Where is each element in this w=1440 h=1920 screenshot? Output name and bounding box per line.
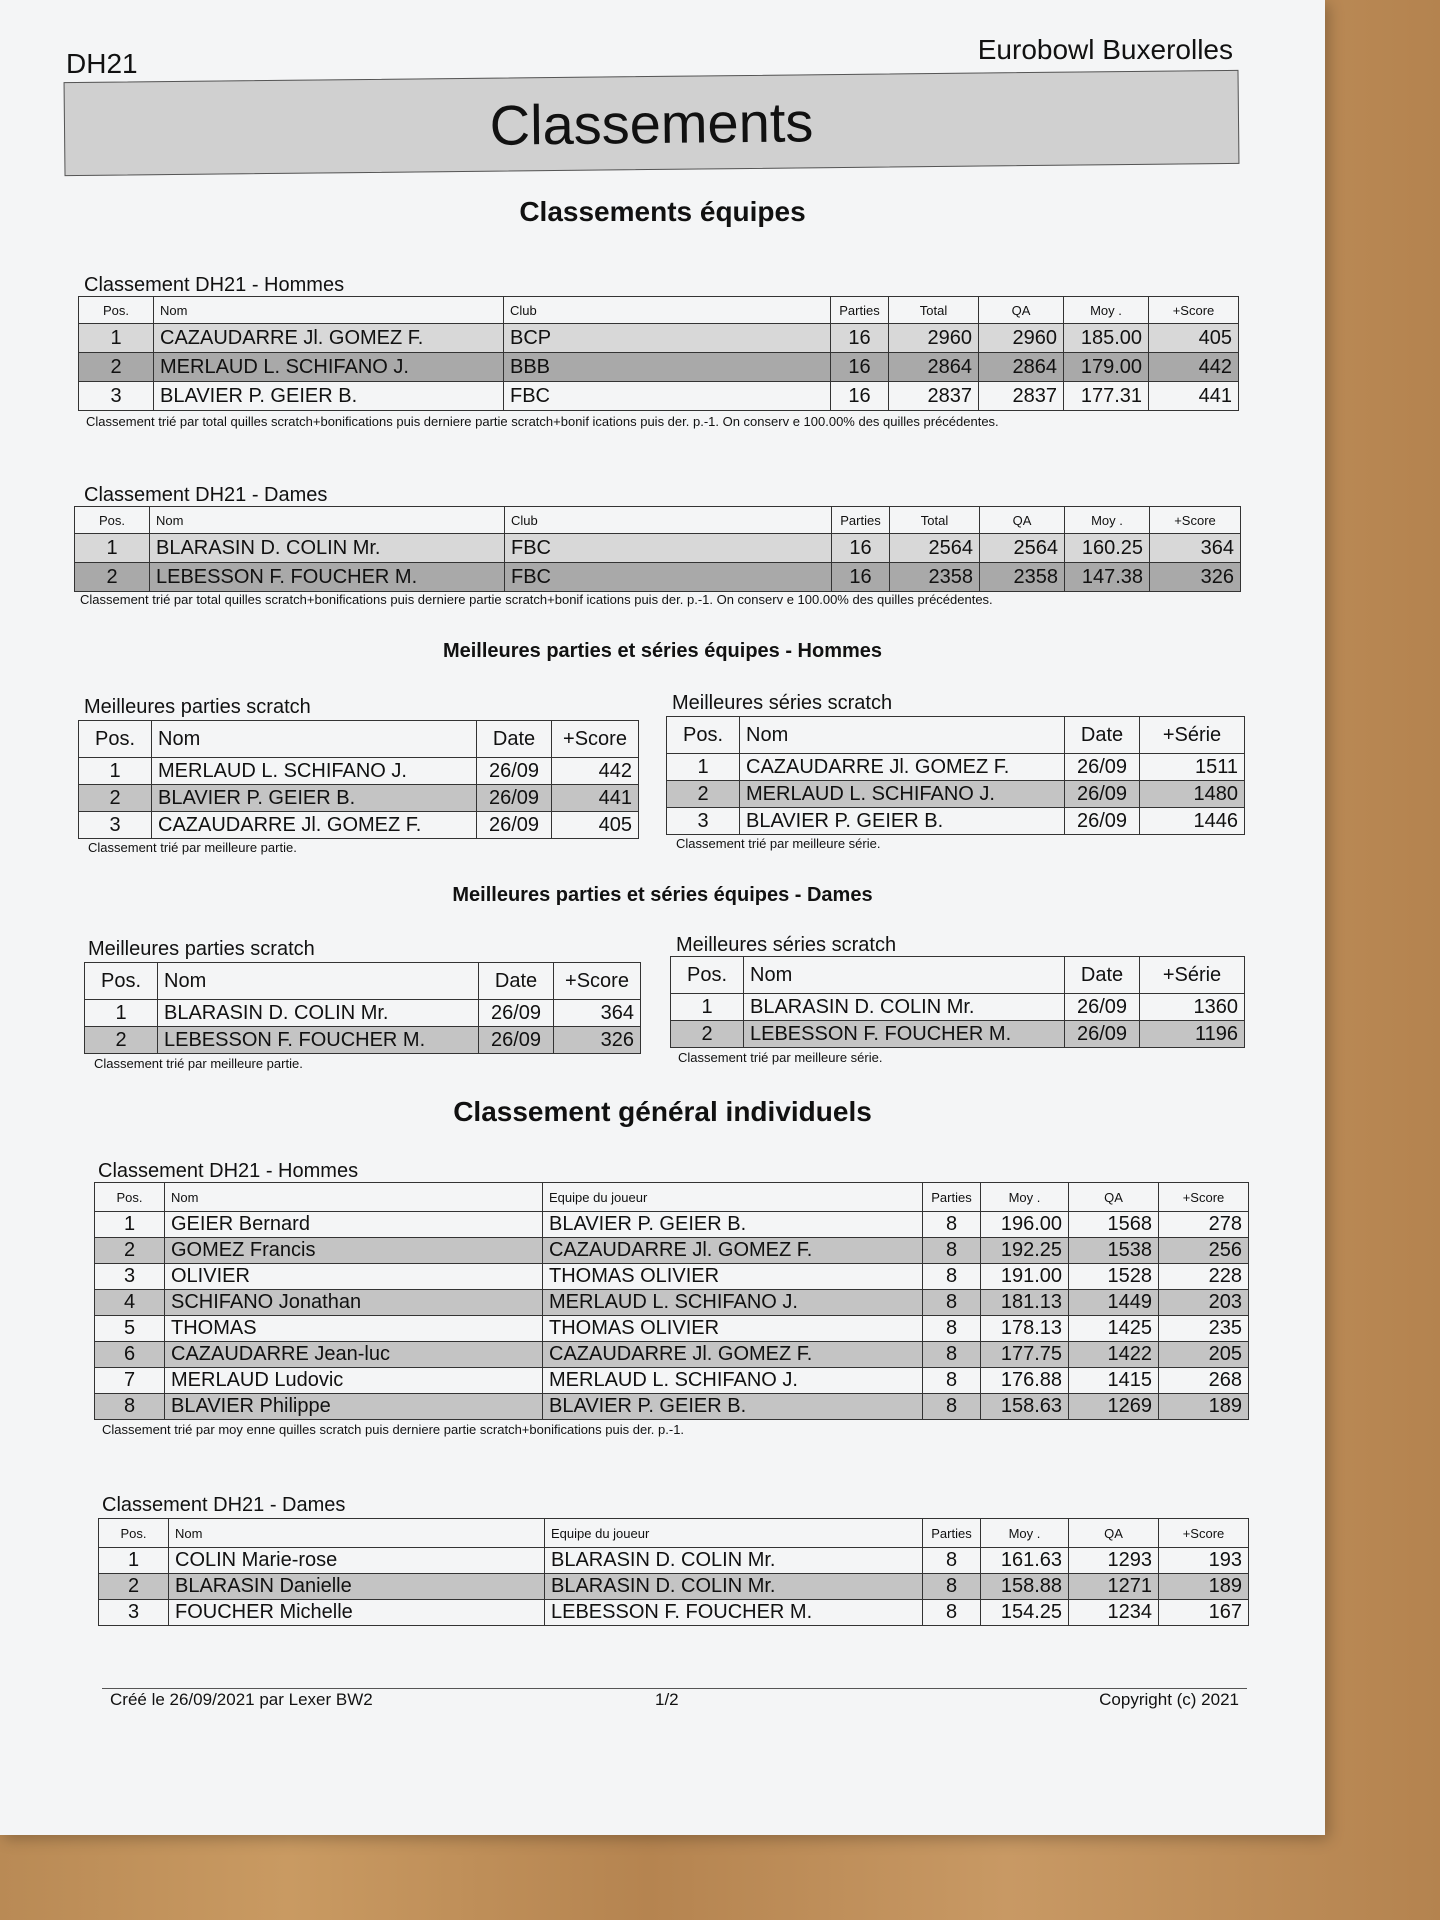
cell: 196.00 [981, 1212, 1069, 1238]
cell: 3 [79, 812, 152, 839]
table-note: Classement trié par meilleure partie. [94, 1056, 303, 1071]
cell: 26/09 [1065, 754, 1140, 781]
best-women-title: Meilleures parties et séries équipes - Dames [452, 884, 873, 906]
ind-women-table [98, 1518, 1249, 1626]
created-label: Créé le 26/09/2021 par Lexer BW2 [110, 1690, 373, 1709]
cell: 228 [1159, 1264, 1249, 1290]
cell: 1 [79, 758, 152, 785]
col-header: Moy . [1064, 297, 1149, 324]
best-men-series-table [666, 716, 1245, 835]
cell: 2 [79, 785, 152, 812]
cell: 7 [95, 1368, 165, 1394]
cell: 8 [923, 1394, 981, 1420]
col-header: Nom [154, 297, 504, 324]
cell: 8 [923, 1264, 981, 1290]
cell: THOMAS OLIVIER [543, 1264, 923, 1290]
cell: 203 [1159, 1290, 1249, 1316]
cell: 8 [95, 1394, 165, 1420]
individual-section-title: Classement général individuels [453, 1096, 872, 1127]
cell: BLARASIN D. COLIN Mr. [150, 534, 505, 563]
cell: 191.00 [981, 1264, 1069, 1290]
cell: 193 [1159, 1548, 1249, 1574]
col-header: Parties [923, 1183, 981, 1212]
cell: 405 [552, 812, 639, 839]
cell: 2864 [889, 353, 979, 382]
col-header: +Série [1140, 717, 1245, 754]
cell: 442 [1149, 353, 1239, 382]
cell: 2837 [889, 382, 979, 411]
col-header: Nom [152, 721, 477, 758]
cell: 26/09 [477, 812, 552, 839]
table-note: Classement trié par meilleure série. [678, 1050, 883, 1065]
team-men-caption: Classement DH21 - Hommes [84, 274, 345, 296]
col-header: Pos. [79, 297, 154, 324]
cell: 178.13 [981, 1316, 1069, 1342]
cell: 16 [832, 563, 890, 592]
page-number: 1/2 [655, 1690, 679, 1709]
cell: 26/09 [1065, 808, 1140, 835]
cell: 8 [923, 1368, 981, 1394]
col-header: QA [979, 297, 1064, 324]
cell: 2960 [979, 324, 1064, 353]
col-header: Pos. [99, 1519, 169, 1548]
table-note: Classement trié par meilleure série. [676, 836, 881, 851]
cell: 189 [1159, 1574, 1249, 1600]
col-header: Parties [923, 1519, 981, 1548]
cell: 405 [1149, 324, 1239, 353]
table-row [79, 324, 1239, 353]
cell: 189 [1159, 1394, 1249, 1420]
cell: BLARASIN Danielle [169, 1574, 545, 1600]
cell: 8 [923, 1342, 981, 1368]
cell: 1422 [1069, 1342, 1159, 1368]
col-header: Club [505, 507, 832, 534]
cell: 26/09 [479, 1027, 554, 1054]
col-header: Parties [831, 297, 889, 324]
col-header: +Score [1159, 1183, 1249, 1212]
col-header: Equipe du joueur [543, 1183, 923, 1212]
cell: CAZAUDARRE Jean-luc [165, 1342, 543, 1368]
col-header: Total [890, 507, 980, 534]
cell: 326 [554, 1027, 641, 1054]
col-header: Moy . [1065, 507, 1150, 534]
cell: SCHIFANO Jonathan [165, 1290, 543, 1316]
cell: 26/09 [477, 785, 552, 812]
team-men-table [78, 296, 1239, 411]
division-label: DH21 [66, 48, 138, 79]
cell: 3 [99, 1600, 169, 1626]
cell: 181.13 [981, 1290, 1069, 1316]
cell: 1 [667, 754, 740, 781]
cell: BLAVIER P. GEIER B. [152, 785, 477, 812]
cell: FBC [504, 382, 831, 411]
best-women-games-caption: Meilleures parties scratch [88, 938, 315, 960]
table-row [95, 1394, 1249, 1420]
ind-women-caption: Classement DH21 - Dames [102, 1494, 346, 1516]
cell: BLARASIN D. COLIN Mr. [545, 1548, 923, 1574]
cell: 6 [95, 1342, 165, 1368]
cell: GOMEZ Francis [165, 1238, 543, 1264]
copyright-label: Copyright (c) 2021 [1099, 1690, 1239, 1709]
cell: 2 [75, 563, 150, 592]
cell: BLAVIER Philippe [165, 1394, 543, 1420]
cell: COLIN Marie-rose [169, 1548, 545, 1574]
cell: 5 [95, 1316, 165, 1342]
table-row [85, 1027, 641, 1054]
cell: 26/09 [1065, 994, 1140, 1021]
col-header: Nom [150, 507, 505, 534]
cell: 26/09 [477, 758, 552, 785]
cell: BCP [504, 324, 831, 353]
cell: 8 [923, 1574, 981, 1600]
cell: LEBESSON F. FOUCHER M. [150, 563, 505, 592]
col-header: +Score [1150, 507, 1241, 534]
table-row [671, 994, 1245, 1021]
cell: 256 [1159, 1238, 1249, 1264]
cell: 441 [552, 785, 639, 812]
best-men-title: Meilleures parties et séries équipes - Hommes [442, 640, 883, 662]
table-row [85, 1000, 641, 1027]
table-note: Classement trié par meilleure partie. [88, 840, 297, 855]
col-header: Pos. [95, 1183, 165, 1212]
ind-men-table [94, 1182, 1249, 1420]
table-row [671, 1021, 1245, 1048]
best-men-games-table [78, 720, 639, 839]
cell: MERLAUD L. SCHIFANO J. [543, 1290, 923, 1316]
cell: 158.88 [981, 1574, 1069, 1600]
cell: 2358 [980, 563, 1065, 592]
col-header: Total [889, 297, 979, 324]
table-row [79, 812, 639, 839]
table-row [99, 1600, 1249, 1626]
cell: 2 [99, 1574, 169, 1600]
table-row [95, 1290, 1249, 1316]
cell: 16 [831, 353, 889, 382]
cell: 326 [1150, 563, 1241, 592]
cell: 2960 [889, 324, 979, 353]
cell: CAZAUDARRE Jl. GOMEZ F. [740, 754, 1065, 781]
col-header: Pos. [85, 963, 158, 1000]
cell: 364 [1150, 534, 1241, 563]
cell: CAZAUDARRE Jl. GOMEZ F. [543, 1238, 923, 1264]
col-header: +Score [554, 963, 641, 1000]
col-header: Pos. [75, 507, 150, 534]
cell: 1528 [1069, 1264, 1159, 1290]
cell: MERLAUD L. SCHIFANO J. [154, 353, 504, 382]
cell: 8 [923, 1548, 981, 1574]
cell: BBB [504, 353, 831, 382]
cell: 16 [831, 324, 889, 353]
cell: 185.00 [1064, 324, 1149, 353]
col-header: Date [479, 963, 554, 1000]
cell: 2864 [979, 353, 1064, 382]
cell: 1269 [1069, 1394, 1159, 1420]
cell: 1271 [1069, 1574, 1159, 1600]
col-header: QA [1069, 1519, 1159, 1548]
cell: BLARASIN D. COLIN Mr. [545, 1574, 923, 1600]
ind-men-caption: Classement DH21 - Hommes [98, 1160, 359, 1182]
cell: 8 [923, 1238, 981, 1264]
cell: 26/09 [1065, 1021, 1140, 1048]
table-note: Classement trié par total quilles scratch+bonifications puis derniere partie scratch+bonif ications puis der. p.-1. On conserv e 100.00% des quilles précédentes. [86, 414, 999, 429]
cell: 2358 [890, 563, 980, 592]
table-row [95, 1342, 1249, 1368]
cell: 26/09 [479, 1000, 554, 1027]
cell: 1446 [1140, 808, 1245, 835]
team-section-title: Classements équipes [519, 196, 806, 227]
cell: 4 [95, 1290, 165, 1316]
cell: 161.63 [981, 1548, 1069, 1574]
cell: 2 [95, 1238, 165, 1264]
cell: THOMAS OLIVIER [543, 1316, 923, 1342]
cell: 179.00 [1064, 353, 1149, 382]
cell: OLIVIER [165, 1264, 543, 1290]
cell: 1568 [1069, 1212, 1159, 1238]
table-row [95, 1212, 1249, 1238]
cell: 278 [1159, 1212, 1249, 1238]
cell: 192.25 [981, 1238, 1069, 1264]
cell: 2 [671, 1021, 744, 1048]
team-women-caption: Classement DH21 - Dames [84, 484, 328, 506]
cell: 1360 [1140, 994, 1245, 1021]
cell: 177.75 [981, 1342, 1069, 1368]
table-row [95, 1238, 1249, 1264]
cell: CAZAUDARRE Jl. GOMEZ F. [154, 324, 504, 353]
table-row [667, 781, 1245, 808]
table-row [95, 1264, 1249, 1290]
cell: 177.31 [1064, 382, 1149, 411]
cell: 2564 [890, 534, 980, 563]
cell: 8 [923, 1212, 981, 1238]
col-header: Date [1065, 717, 1140, 754]
cell: 3 [95, 1264, 165, 1290]
cell: 1511 [1140, 754, 1245, 781]
table-row [95, 1316, 1249, 1342]
cell: LEBESSON F. FOUCHER M. [158, 1027, 479, 1054]
page-title: Classements [489, 89, 814, 157]
col-header: Pos. [671, 957, 744, 994]
col-header: Pos. [667, 717, 740, 754]
col-header: Moy . [981, 1519, 1069, 1548]
col-header: Nom [740, 717, 1065, 754]
col-header: Pos. [79, 721, 152, 758]
best-men-games-caption: Meilleures parties scratch [84, 696, 311, 718]
table-row [95, 1368, 1249, 1394]
col-header: Moy . [981, 1183, 1069, 1212]
cell: MERLAUD L. SCHIFANO J. [152, 758, 477, 785]
table-row [99, 1548, 1249, 1574]
cell: 2564 [980, 534, 1065, 563]
cell: 1480 [1140, 781, 1245, 808]
table-row [667, 754, 1245, 781]
table-row [79, 353, 1239, 382]
cell: 1449 [1069, 1290, 1159, 1316]
col-header: +Score [552, 721, 639, 758]
cell: CAZAUDARRE Jl. GOMEZ F. [152, 812, 477, 839]
col-header: Nom [158, 963, 479, 1000]
cell: 2 [79, 353, 154, 382]
cell: 1538 [1069, 1238, 1159, 1264]
cell: 1 [95, 1212, 165, 1238]
cell: FBC [505, 534, 832, 563]
cell: MERLAUD L. SCHIFANO J. [543, 1368, 923, 1394]
cell: 1 [75, 534, 150, 563]
table-note: Classement trié par total quilles scratch+bonifications puis derniere partie scratch+bonif ications puis der. p.-1. On conserv e 100.00% des quilles précédentes. [80, 592, 993, 607]
cell: 1 [99, 1548, 169, 1574]
best-women-series-caption: Meilleures séries scratch [676, 934, 897, 956]
cell: 235 [1159, 1316, 1249, 1342]
cell: 1293 [1069, 1548, 1159, 1574]
cell: BLAVIER P. GEIER B. [543, 1212, 923, 1238]
col-header: Equipe du joueur [545, 1519, 923, 1548]
col-header: +Score [1149, 297, 1239, 324]
cell: 268 [1159, 1368, 1249, 1394]
cell: 1 [85, 1000, 158, 1027]
venue-label: Eurobowl Buxerolles [977, 34, 1233, 65]
table-row [75, 563, 1241, 592]
best-women-games-table [84, 962, 641, 1054]
col-header: Date [1065, 957, 1140, 994]
col-header: +Score [1159, 1519, 1249, 1548]
cell: 441 [1149, 382, 1239, 411]
cell: 1234 [1069, 1600, 1159, 1626]
col-header: Nom [165, 1183, 543, 1212]
table-row [79, 758, 639, 785]
title-banner [64, 70, 1240, 176]
cell: FBC [505, 563, 832, 592]
table-row [75, 534, 1241, 563]
best-men-series-caption: Meilleures séries scratch [672, 692, 893, 714]
col-header: Nom [169, 1519, 545, 1548]
cell: BLARASIN D. COLIN Mr. [744, 994, 1065, 1021]
cell: THOMAS [165, 1316, 543, 1342]
table-row [667, 808, 1245, 835]
table-row [79, 785, 639, 812]
cell: 16 [831, 382, 889, 411]
cell: 176.88 [981, 1368, 1069, 1394]
cell: BLAVIER P. GEIER B. [543, 1394, 923, 1420]
cell: 2837 [979, 382, 1064, 411]
cell: 3 [79, 382, 154, 411]
col-header: QA [1069, 1183, 1159, 1212]
best-women-series-table [670, 956, 1245, 1048]
cell: MERLAUD Ludovic [165, 1368, 543, 1394]
cell: 1415 [1069, 1368, 1159, 1394]
cell: 1 [79, 324, 154, 353]
cell: LEBESSON F. FOUCHER M. [744, 1021, 1065, 1048]
cell: FOUCHER Michelle [169, 1600, 545, 1626]
cell: LEBESSON F. FOUCHER M. [545, 1600, 923, 1626]
cell: 158.63 [981, 1394, 1069, 1420]
col-header: +Série [1140, 957, 1245, 994]
cell: MERLAUD L. SCHIFANO J. [740, 781, 1065, 808]
cell: GEIER Bernard [165, 1212, 543, 1238]
col-header: Club [504, 297, 831, 324]
table-row [99, 1574, 1249, 1600]
footer-divider [102, 1688, 1247, 1689]
cell: 364 [554, 1000, 641, 1027]
cell: 8 [923, 1316, 981, 1342]
cell: 8 [923, 1290, 981, 1316]
cell: 2 [667, 781, 740, 808]
cell: 2 [85, 1027, 158, 1054]
team-women-table [74, 506, 1241, 592]
cell: BLARASIN D. COLIN Mr. [158, 1000, 479, 1027]
cell: 8 [923, 1600, 981, 1626]
cell: 26/09 [1065, 781, 1140, 808]
col-header: Date [477, 721, 552, 758]
cell: 16 [832, 534, 890, 563]
cell: 167 [1159, 1600, 1249, 1626]
table-row [79, 382, 1239, 411]
col-header: Parties [832, 507, 890, 534]
cell: 160.25 [1065, 534, 1150, 563]
table-note: Classement trié par moy enne quilles scratch puis derniere partie scratch+bonifications puis der. p.-1. [102, 1422, 685, 1437]
cell: BLAVIER P. GEIER B. [740, 808, 1065, 835]
cell: 154.25 [981, 1600, 1069, 1626]
cell: 1196 [1140, 1021, 1245, 1048]
cell: 1425 [1069, 1316, 1159, 1342]
cell: 3 [667, 808, 740, 835]
cell: CAZAUDARRE Jl. GOMEZ F. [543, 1342, 923, 1368]
col-header: Nom [744, 957, 1065, 994]
cell: 442 [552, 758, 639, 785]
col-header: QA [980, 507, 1065, 534]
cell: 147.38 [1065, 563, 1150, 592]
cell: BLAVIER P. GEIER B. [154, 382, 504, 411]
cell: 1 [671, 994, 744, 1021]
cell: 205 [1159, 1342, 1249, 1368]
